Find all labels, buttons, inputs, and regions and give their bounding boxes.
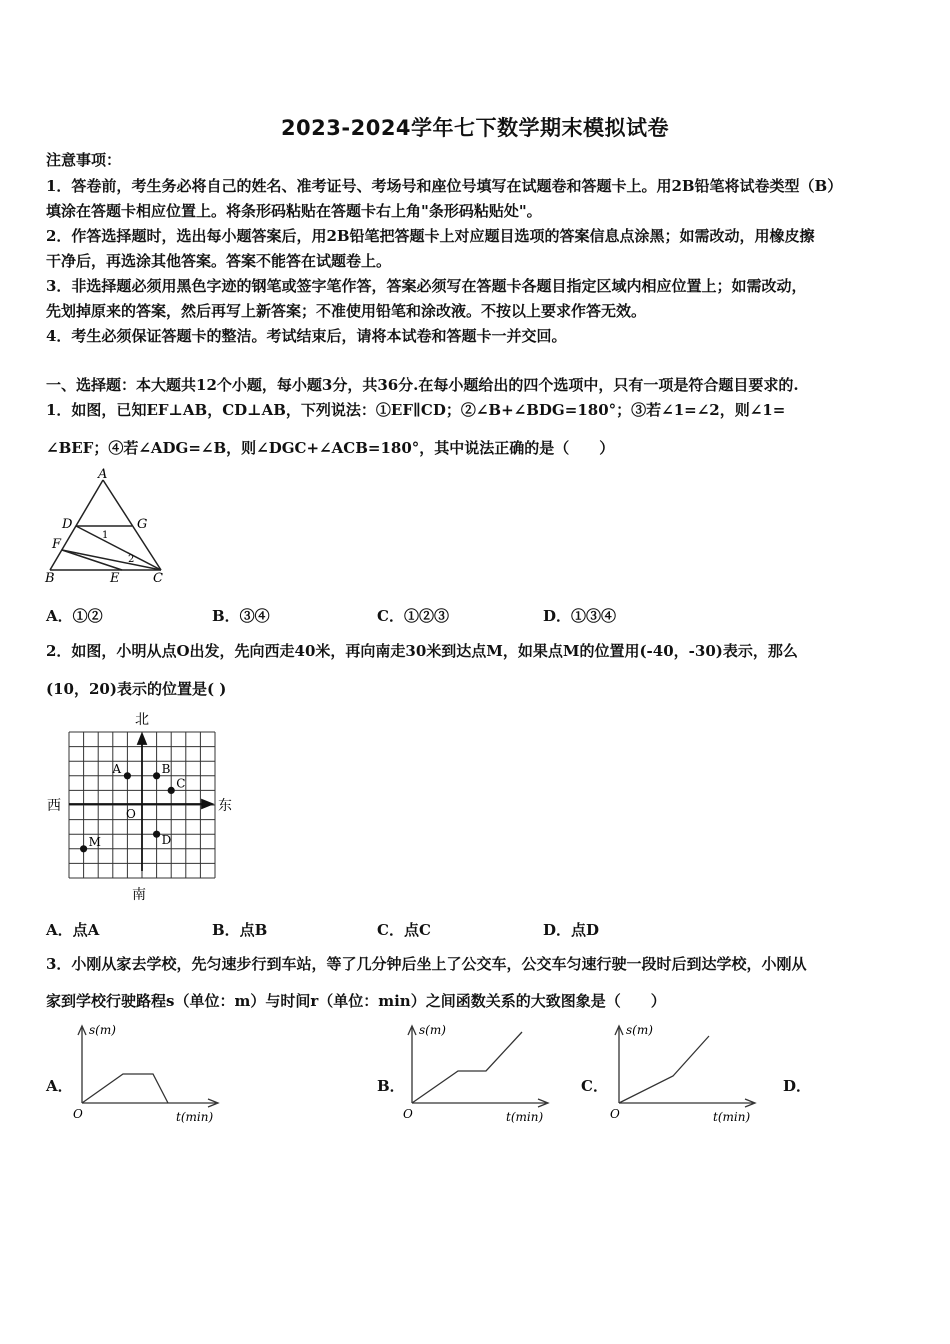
notice-line: 干净后，再选涂其他答案。答案不能答在试题卷上。 [46, 252, 392, 270]
q3-option-b[interactable]: B． [377, 1077, 405, 1095]
q2-grid-figure [40, 706, 245, 906]
q3-graph-b [398, 1018, 558, 1130]
q1-option-a[interactable]: A．①② [46, 607, 103, 625]
north-label: 北 [135, 712, 149, 728]
label-G: G [137, 517, 148, 532]
point-label-d: D [161, 833, 172, 848]
point-m [80, 845, 87, 852]
point-label-b: B [161, 761, 171, 776]
point-b [153, 772, 160, 779]
label-C: C [153, 571, 163, 586]
notice-line: 3．非选择题必须用黑色字迹的钢笔或签字笔作答，答案必须写在答题卡各题目指定区域内相应位置上；如需改动， [46, 277, 807, 295]
point-a [124, 772, 131, 779]
q3-text-line2: 家到学校行驶路程s（单位：m）与时间r（单位：min）之间函数关系的大致图象是（ ） [46, 992, 666, 1010]
graph-c-origin: O [610, 1107, 620, 1121]
graph-b-x-label: t(min) [506, 1110, 544, 1124]
label-B: B [45, 571, 55, 586]
notice-line: 填涂在答题卡相应位置上。将条形码粘贴在答题卡右上角"条形码粘贴处"。 [46, 202, 542, 220]
label-D: D [62, 517, 73, 532]
east-label: 东 [218, 798, 232, 814]
q1-option-c[interactable]: C．①②③ [377, 607, 449, 625]
south-label: 南 [132, 887, 146, 903]
q2-option-d[interactable]: D．点D [543, 921, 600, 939]
q2-option-c[interactable]: C．点C [377, 921, 431, 939]
q3-option-d[interactable]: D． [783, 1077, 812, 1095]
graph-c-x-label: t(min) [713, 1110, 751, 1124]
point-label-a: A [112, 761, 122, 776]
graph-b-y-label: s(m) [419, 1023, 446, 1037]
graph-a-y-label: s(m) [89, 1023, 116, 1037]
point-c [168, 787, 175, 794]
notice-line: 4．考生必须保证答题卡的整洁。考试结束后，请将本试卷和答题卡一并交回。 [46, 327, 567, 345]
q3-graph-a [68, 1018, 228, 1130]
graph-a-x-label: t(min) [176, 1110, 214, 1124]
q1-option-d[interactable]: D．①③④ [543, 607, 617, 625]
north-arrow-icon [138, 734, 146, 744]
origin-label: O [126, 807, 136, 821]
q3-graph-c [605, 1018, 765, 1130]
notice-heading: 注意事项： [46, 151, 122, 169]
graph-b-origin: O [403, 1107, 413, 1121]
q2-text-line1: 2．如图，小明从点O出发，先向西走40米，再向南走30米到达点M，如果点M的位置用(-40，-30)表示，那么 [46, 642, 798, 660]
q3-option-c[interactable]: C． [581, 1077, 608, 1095]
point-d [153, 831, 160, 838]
point-label-m: M [88, 834, 101, 849]
q3-option-a[interactable]: A． [46, 1077, 73, 1095]
notice-line: 1．答卷前，考生务必将自己的姓名、准考证号、考场号和座位号填写在试题卷和答题卡上。用2B铅笔将试卷类型（B） [46, 177, 843, 195]
graph-a-origin: O [73, 1107, 83, 1121]
q1-option-b[interactable]: B．③④ [212, 607, 270, 625]
label-A: A [98, 467, 108, 482]
label-1: 1 [102, 530, 109, 541]
q2-text-line2: (10，20)表示的位置是( ) [46, 680, 227, 698]
q1-text-line2: ∠BEF；④若∠ADG=∠B，则∠DGC+∠ACB=180°，其中说法正确的是（ ） [46, 439, 615, 457]
graph-b-curve [412, 1032, 522, 1103]
q1-triangle-figure [40, 466, 175, 588]
q1-text-line1: 1．如图，已知EF⊥AB，CD⊥AB，下列说法：①EF∥CD；②∠B+∠BDG=180°；③若∠1=∠2，则∠1= [46, 401, 786, 419]
label-E: E [110, 571, 120, 586]
q2-option-a[interactable]: A．点A [46, 921, 100, 939]
west-label: 西 [47, 798, 61, 814]
point-label-c: C [176, 776, 186, 791]
graph-c-curve [619, 1036, 709, 1103]
label-F: F [52, 537, 62, 552]
graph-a-curve [82, 1074, 168, 1103]
graph-c-y-label: s(m) [626, 1023, 653, 1037]
notice-line: 2．作答选择题时，选出每小题答案后，用2B铅笔把答题卡上对应题目选项的答案信息点涂黑；如需改动，用橡皮擦 [46, 227, 815, 245]
notice-line: 先划掉原来的答案，然后再写上新答案；不准使用铅笔和涂改液。不按以上要求作答无效。 [46, 302, 647, 320]
page-title: 2023-2024学年七下数学期末模拟试卷 [280, 116, 670, 140]
label-2: 2 [128, 554, 135, 565]
segment-DC [76, 526, 161, 570]
east-arrow-icon [202, 800, 212, 808]
section-heading: 一、选择题：本大题共12个小题，每小题3分，共36分.在每小题给出的四个选项中，只有一项是符合题目要求的. [46, 376, 799, 394]
q3-text-line1: 3．小刚从家去学校，先匀速步行到车站，等了几分钟后坐上了公交车，公交车匀速行驶一段时后到达学校，小刚从 [46, 955, 807, 973]
q2-option-b[interactable]: B．点B [212, 921, 268, 939]
